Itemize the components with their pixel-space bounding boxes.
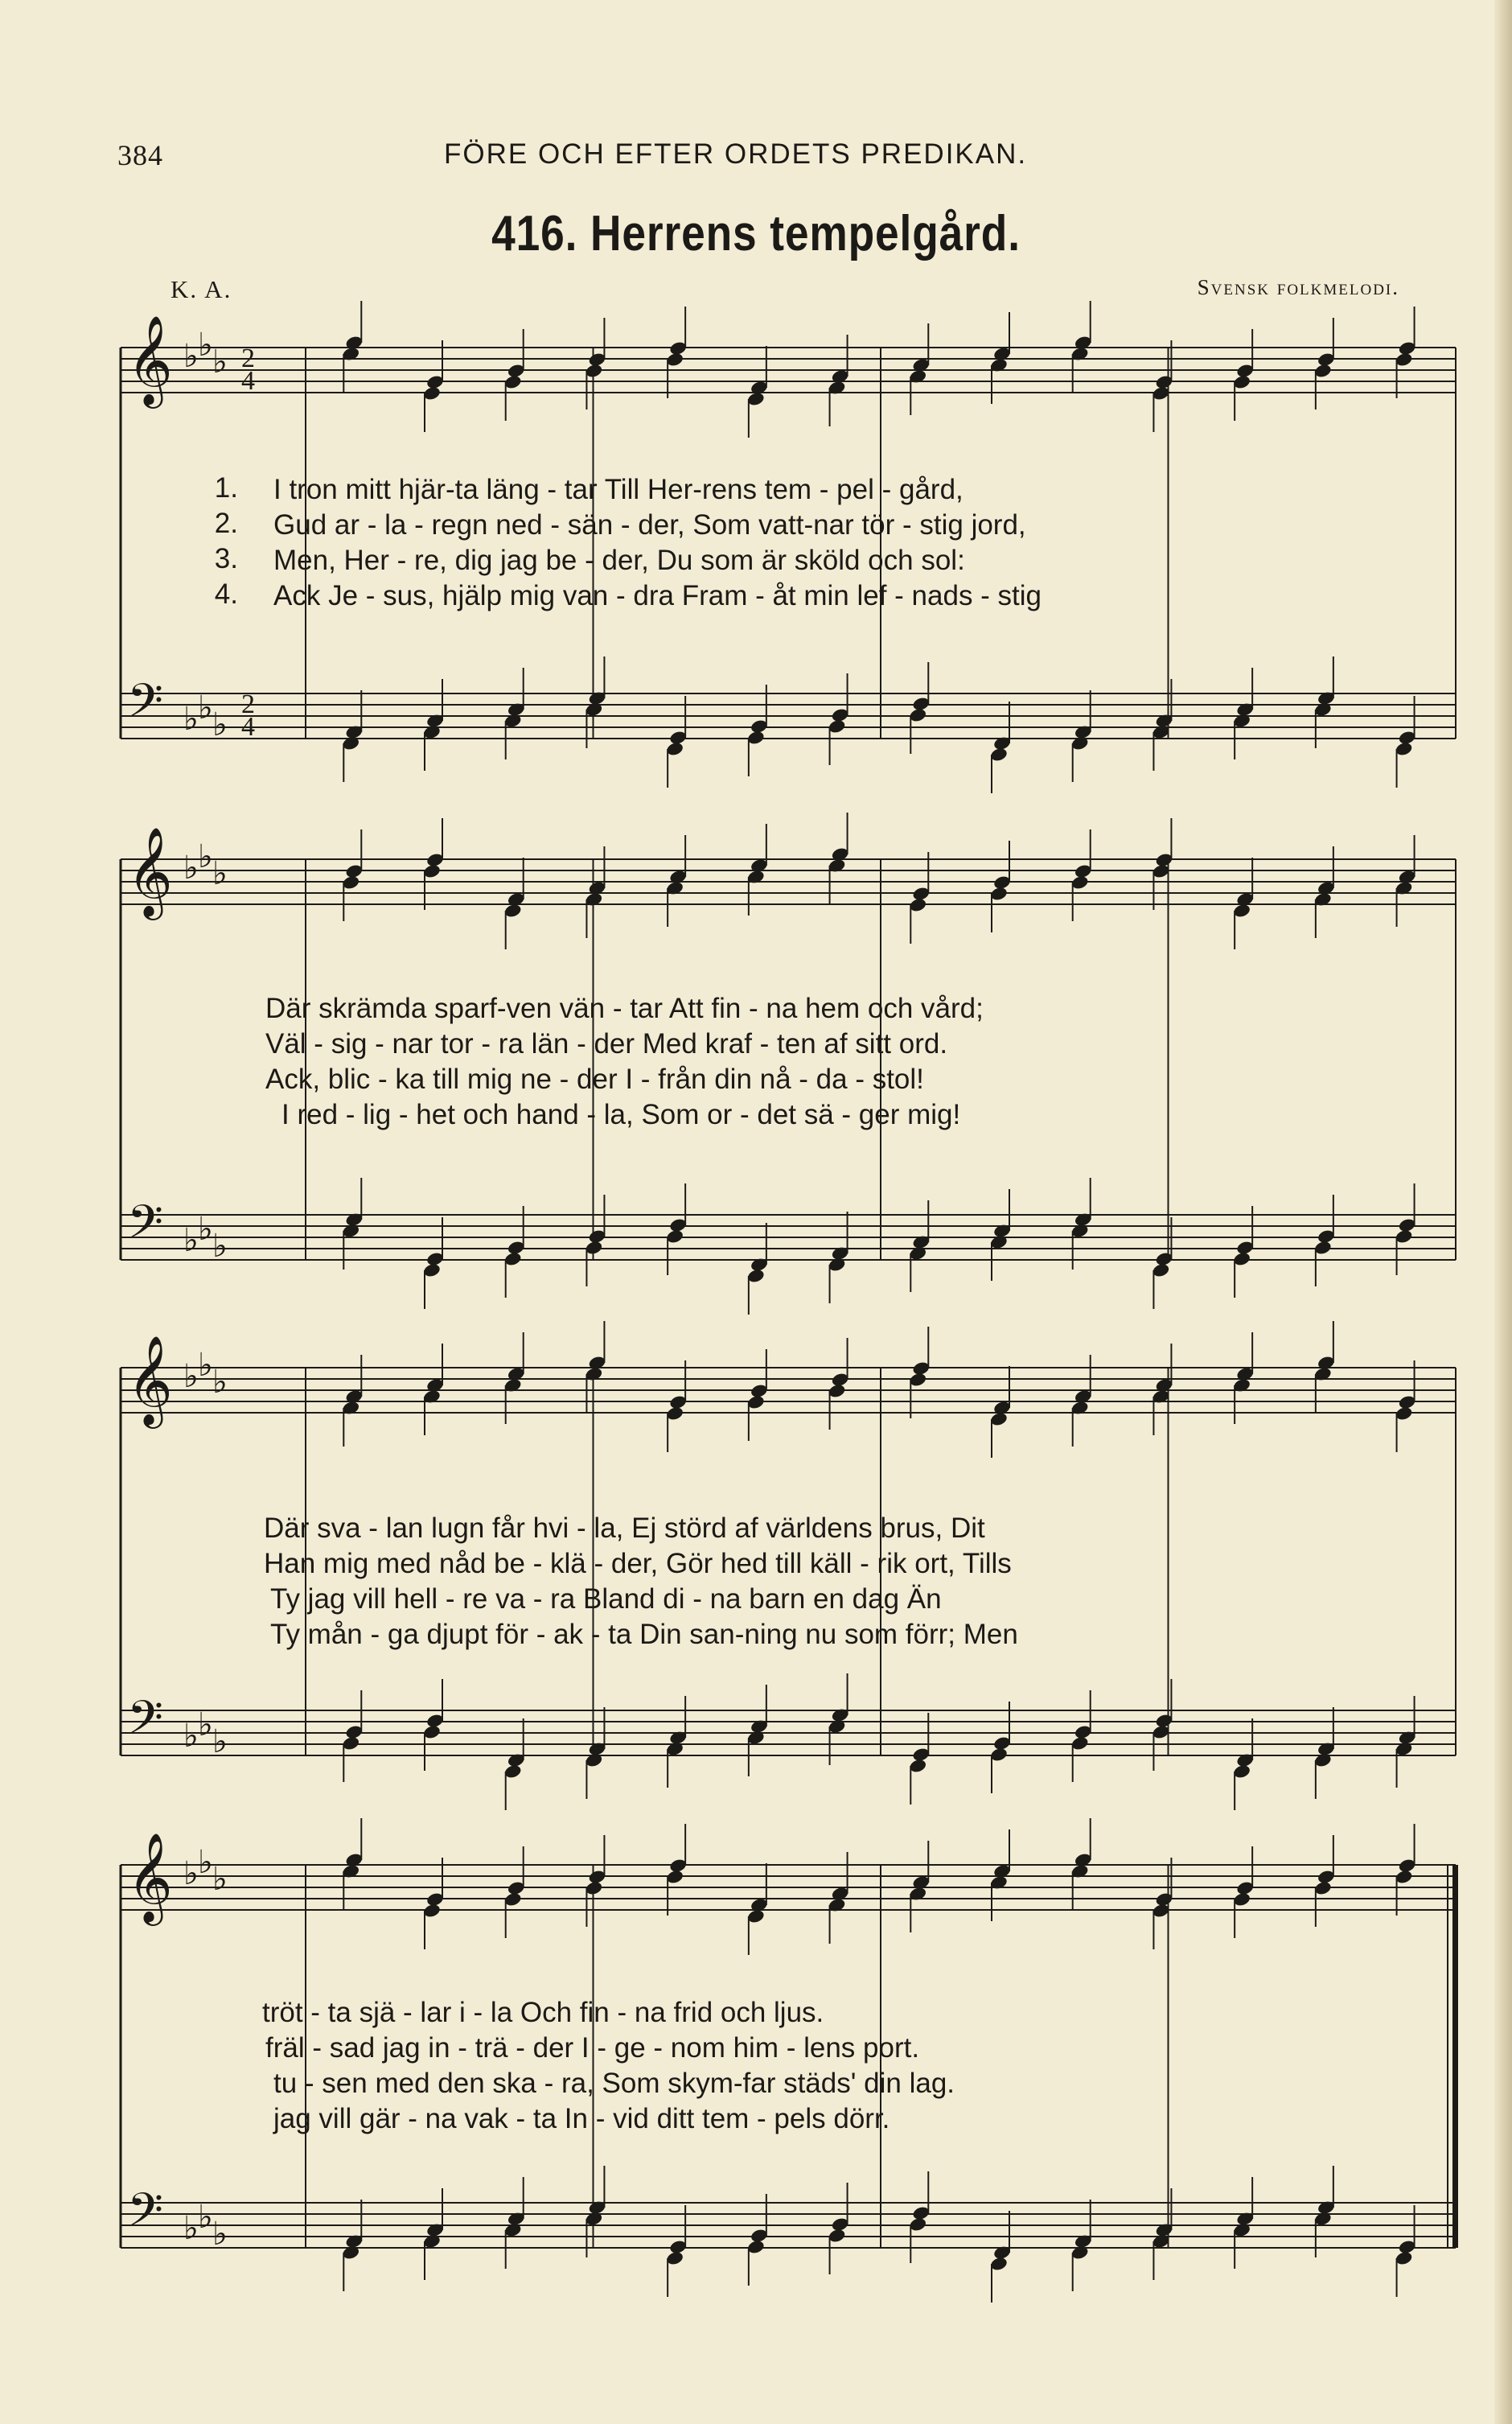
bass-clef-icon: 𝄢 [127,1690,164,1756]
flat-icon: ♭ [198,689,213,726]
bass-clef-icon: 𝄢 [127,1195,164,1261]
lyric-line: Där skrämda sparf-ven vän - tar Att fin - na hem och vård; [265,993,984,1024]
time-signature: 2 [241,689,255,719]
lyric-line: tröt - ta sjä - lar i - la Och fin - na frid och ljus. [262,1997,824,2028]
verse-number: 1. [214,472,238,504]
bass-clef-icon: 𝄢 [127,673,164,739]
flat-icon: ♭ [212,1861,228,1898]
flat-icon: ♭ [212,2216,228,2253]
flat-icon: ♭ [198,1706,213,1743]
flat-icon: ♭ [183,338,199,375]
lyric-line: I red - lig - het och hand - la, Som or - det sä - ger mig! [281,1099,961,1130]
flat-icon: ♭ [183,850,199,887]
flat-icon: ♭ [212,706,228,743]
treble-clef-icon: 𝄞 [127,826,173,916]
hymn-title: 416. Herrens tempelgård. [491,206,1021,261]
lyric-line: Men, Her - re, dig jag be - der, Du som är sköld och sol: [273,545,965,576]
flat-icon: ♭ [212,1364,228,1401]
flat-icon: ♭ [183,701,199,738]
flat-icon: ♭ [198,2199,213,2236]
lyric-line: Ack Je - sus, hjälp mig van - dra Fram - åt min lef - nads - stig [273,580,1042,611]
lyric-line: Ty jag vill hell - re va - ra Bland di - na barn en dag Än [270,1583,942,1615]
flat-icon: ♭ [198,1347,213,1384]
lyric-line: jag vill gär - na vak - ta In - vid ditt tem - pels dörr. [273,2103,890,2134]
flat-icon: ♭ [183,1718,199,1755]
lyric-line: Han mig med nåd be - klä - der, Gör hed till käll - rik ort, Tills [264,1548,1012,1579]
lyric-line: fräl - sad jag in - trä - der I - ge - nom him - lens port. [265,2032,920,2064]
bass-clef-icon: 𝄢 [127,2183,164,2249]
flat-icon: ♭ [183,1222,199,1259]
lyric-line: I tron mitt hjär-ta läng - tar Till Her-rens tem - pel - gård, [273,474,963,505]
final-bar-line [1452,1865,1458,2248]
lyric-line: Ack, blic - ka till mig ne - der I - från din nå - da - stol! [265,1064,924,1095]
flat-icon: ♭ [183,1358,199,1395]
flat-icon: ♭ [198,838,213,875]
hymn-author: K. A. [171,275,232,303]
flat-icon: ♭ [183,2210,199,2247]
flat-icon: ♭ [198,327,213,364]
treble-clef-icon: 𝄞 [127,315,173,405]
melody-source: Svensk folkmelodi. [1197,275,1399,299]
running-title: FÖRE OCH EFTER ORDETS PREDIKAN. [444,138,1028,170]
verse-number: 3. [214,543,238,574]
verse-number: 4. [214,578,238,610]
flat-icon: ♭ [183,1855,199,1892]
lyric-line: Där sva - lan lugn får hvi - la, Ej störd af världens brus, Dit [264,1512,985,1544]
lyric-line: Väl - sig - nar tor - ra län - der Med kraf - ten af sitt ord. [265,1028,948,1060]
verse-number: 2. [214,508,238,539]
treble-clef-icon: 𝄞 [127,1335,173,1425]
time-signature: 2 [241,344,255,373]
flat-icon: ♭ [212,1228,228,1265]
lyric-line: Ty mån - ga djupt för - ak - ta Din san-ning nu som förr; Men [270,1619,1018,1650]
flat-icon: ♭ [212,855,228,892]
lyric-line: tu - sen med den ska - ra, Som skym-far städs' din lag. [273,2068,955,2099]
time-signature: 4 [241,366,255,396]
flat-icon: ♭ [212,344,228,381]
time-signature: 4 [241,712,255,742]
flat-icon: ♭ [198,1844,213,1881]
treble-clef-icon: 𝄞 [127,1832,173,1922]
flat-icon: ♭ [212,1723,228,1760]
lyric-line: Gud ar - la - regn ned - sän - der, Som vatt-nar tör - stig jord, [273,509,1026,541]
flat-icon: ♭ [198,1211,213,1248]
page-number: 384 [117,139,163,171]
